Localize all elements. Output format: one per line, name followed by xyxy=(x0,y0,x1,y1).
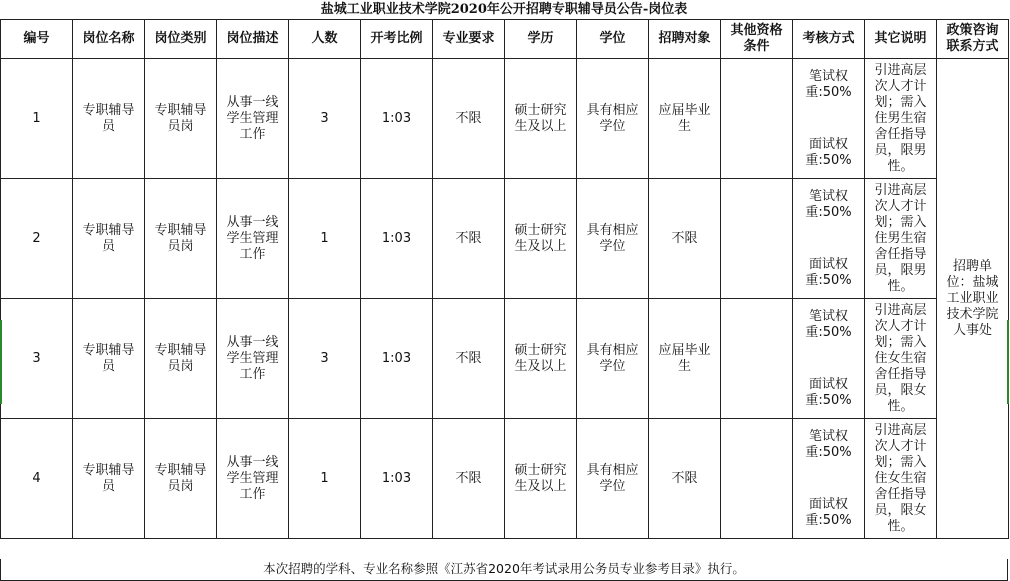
cell-text: 不限 xyxy=(455,230,482,246)
written-weight: 笔试权重:50% xyxy=(805,188,852,220)
exam-weights xyxy=(793,309,864,409)
header-cell[interactable]: 学位 xyxy=(577,20,649,59)
table-cell-other-req[interactable] xyxy=(721,419,793,539)
table-cell-degree[interactable] xyxy=(577,419,649,539)
table-cell-education[interactable] xyxy=(505,299,577,419)
table-cell-target[interactable] xyxy=(649,299,721,419)
cell-text: 硕士研究生及以上 xyxy=(514,462,567,494)
table-cell-exam[interactable] xyxy=(793,419,865,539)
cell-text: 硕士研究生及以上 xyxy=(514,342,567,374)
table-cell-desc[interactable] xyxy=(217,419,289,539)
remark-text: 引进高层次人才计划；需入住女生宿舍任指导员，限女性。 xyxy=(874,422,927,534)
written-weight: 笔试权重:50% xyxy=(805,428,852,460)
table-cell-ratio[interactable] xyxy=(361,299,433,419)
cell-text: 3 xyxy=(320,110,329,126)
cell-text: 应届毕业生 xyxy=(658,102,711,134)
table-cell-target[interactable] xyxy=(649,419,721,539)
table-row xyxy=(1,179,1009,299)
table-row xyxy=(1,299,1009,419)
table-cell-exam[interactable] xyxy=(793,179,865,299)
header-cell[interactable]: 考核方式 xyxy=(793,20,865,59)
written-weight: 笔试权重:50% xyxy=(805,68,852,100)
cell-text: 专职辅导员 xyxy=(82,342,135,374)
interview-weight: 面试权重:50% xyxy=(805,136,852,168)
table-cell-desc[interactable] xyxy=(217,179,289,299)
cell-text: 不限 xyxy=(455,470,482,486)
header-cell[interactable]: 编号 xyxy=(1,20,73,59)
table-cell-desc[interactable] xyxy=(217,299,289,419)
table-cell-education[interactable] xyxy=(505,419,577,539)
table-cell-id[interactable] xyxy=(1,299,73,419)
cell-text: 1:03 xyxy=(381,350,412,366)
table-cell-degree[interactable] xyxy=(577,179,649,299)
remark-text: 引进高层次人才计划；需入住男生宿舍任指导员，限男性。 xyxy=(874,62,927,174)
table-cell-target[interactable] xyxy=(649,59,721,179)
cell-text: 具有相应学位 xyxy=(586,342,639,374)
table-cell-ratio[interactable] xyxy=(361,419,433,539)
cell-text: 1 xyxy=(320,470,329,486)
cell-text: 3 xyxy=(320,350,329,366)
header-cell[interactable]: 学历 xyxy=(505,20,577,59)
table-cell-other-req[interactable] xyxy=(721,59,793,179)
cell-text: 专职辅导员岗 xyxy=(154,222,207,254)
cell-text: 专职辅导员岗 xyxy=(154,462,207,494)
cell-text: 1 xyxy=(32,110,41,126)
cell-text: 从事一线学生管理工作 xyxy=(226,94,279,142)
table-cell-exam[interactable] xyxy=(793,299,865,419)
table-cell-category[interactable] xyxy=(145,59,217,179)
header-cell[interactable] xyxy=(937,20,1009,59)
table-cell-count[interactable] xyxy=(289,419,361,539)
cell-text: 硕士研究生及以上 xyxy=(514,102,567,134)
cell-text: 具有相应学位 xyxy=(586,102,639,134)
cell-text: 具有相应学位 xyxy=(586,462,639,494)
table-cell-target[interactable] xyxy=(649,179,721,299)
table-cell-major[interactable] xyxy=(433,419,505,539)
cell-text: 硕士研究生及以上 xyxy=(514,222,567,254)
header-cell[interactable]: 开考比例 xyxy=(361,20,433,59)
header-cell[interactable]: 岗位描述 xyxy=(217,20,289,59)
cell-text: 具有相应学位 xyxy=(586,222,639,254)
page-title: 盐城工业职业技术学院2020年公开招聘专职辅导员公告-岗位表 xyxy=(320,2,688,17)
table-cell-desc[interactable] xyxy=(217,59,289,179)
table-cell-remark[interactable] xyxy=(865,419,937,539)
header-text: 其他资格条件 xyxy=(730,23,783,54)
header-cell[interactable]: 其它说明 xyxy=(865,20,937,59)
remark-text: 引进高层次人才计划；需入住女生宿舍任指导员，限女性。 xyxy=(874,302,927,414)
table-cell-other-req[interactable] xyxy=(721,179,793,299)
table-cell-id[interactable] xyxy=(1,179,73,299)
cell-text: 专职辅导员 xyxy=(82,102,135,134)
cell-text: 不限 xyxy=(671,230,698,246)
cell-text: 不限 xyxy=(671,470,698,486)
contact-text: 招聘单位：盐城工业职业技术学院人事处 xyxy=(946,258,999,338)
table-cell-major[interactable] xyxy=(433,59,505,179)
table-cell-id[interactable] xyxy=(1,419,73,539)
table-cell-major[interactable] xyxy=(433,299,505,419)
cell-text: 专职辅导员岗 xyxy=(154,342,207,374)
cell-text: 不限 xyxy=(455,350,482,366)
header-cell[interactable] xyxy=(721,20,793,59)
table-cell-other-req[interactable] xyxy=(721,299,793,419)
header-cell[interactable]: 岗位名称 xyxy=(73,20,145,59)
footnote: 本次招聘的学科、专业名称参照《江苏省2020年考试录用公务员专业参考目录》执行。 xyxy=(0,559,1008,581)
table-cell-major[interactable] xyxy=(433,179,505,299)
table-cell-degree[interactable] xyxy=(577,299,649,419)
cell-text: 应届毕业生 xyxy=(658,342,711,374)
cell-text: 1:03 xyxy=(381,230,412,246)
table-cell-name[interactable] xyxy=(73,419,145,539)
header-cell[interactable]: 人数 xyxy=(289,20,361,59)
selection-marker xyxy=(0,320,2,404)
selection-marker xyxy=(1007,320,1009,404)
remark-text: 引进高层次人才计划；需入住男生宿舍任指导员，限男性。 xyxy=(874,182,927,294)
header-row xyxy=(1,20,1009,59)
table-cell-ratio[interactable] xyxy=(361,179,433,299)
table-cell-contact[interactable] xyxy=(937,59,1009,539)
table-cell-exam[interactable] xyxy=(793,59,865,179)
table-cell-count[interactable] xyxy=(289,299,361,419)
table-cell-name[interactable] xyxy=(73,179,145,299)
table-cell-degree[interactable] xyxy=(577,59,649,179)
interview-weight: 面试权重:50% xyxy=(805,376,852,408)
header-cell[interactable]: 岗位类别 xyxy=(145,20,217,59)
exam-weights xyxy=(793,69,864,169)
table-cell-count[interactable] xyxy=(289,179,361,299)
interview-weight: 面试权重:50% xyxy=(805,256,852,288)
cell-text: 从事一线学生管理工作 xyxy=(226,214,279,262)
cell-text: 1:03 xyxy=(381,470,412,486)
table-row xyxy=(1,419,1009,539)
table-cell-ratio[interactable] xyxy=(361,59,433,179)
header-cell[interactable] xyxy=(649,20,721,59)
table-cell-education[interactable] xyxy=(505,179,577,299)
table-cell-count[interactable] xyxy=(289,59,361,179)
written-weight: 笔试权重:50% xyxy=(805,308,852,340)
table-cell-remark[interactable] xyxy=(865,59,937,179)
cell-text: 不限 xyxy=(455,110,482,126)
cell-text: 1 xyxy=(320,230,329,246)
cell-text: 4 xyxy=(32,470,41,486)
cell-text: 从事一线学生管理工作 xyxy=(226,334,279,382)
header-text: 招聘对象 xyxy=(658,31,711,46)
table-cell-remark[interactable] xyxy=(865,299,937,419)
table-cell-category[interactable] xyxy=(145,419,217,539)
table-cell-name[interactable] xyxy=(73,59,145,179)
header-text: 政策咨询联系方式 xyxy=(946,23,999,54)
cell-text: 从事一线学生管理工作 xyxy=(226,454,279,502)
interview-weight: 面试权重:50% xyxy=(805,496,852,528)
table-row xyxy=(1,59,1009,179)
table-cell-id[interactable] xyxy=(1,59,73,179)
positions-table xyxy=(0,19,1009,539)
cell-text: 专职辅导员岗 xyxy=(154,102,207,134)
exam-weights xyxy=(793,429,864,529)
table-cell-name[interactable] xyxy=(73,299,145,419)
cell-text: 专职辅导员 xyxy=(82,222,135,254)
table-cell-education[interactable] xyxy=(505,59,577,179)
cell-text: 2 xyxy=(32,230,41,246)
cell-text: 1:03 xyxy=(381,110,412,126)
exam-weights xyxy=(793,189,864,289)
table-cell-remark[interactable] xyxy=(865,179,937,299)
cell-text: 专职辅导员 xyxy=(82,462,135,494)
cell-text: 3 xyxy=(32,350,41,366)
table-cell-category[interactable] xyxy=(145,299,217,419)
header-cell[interactable]: 专业要求 xyxy=(433,20,505,59)
table-cell-category[interactable] xyxy=(145,179,217,299)
